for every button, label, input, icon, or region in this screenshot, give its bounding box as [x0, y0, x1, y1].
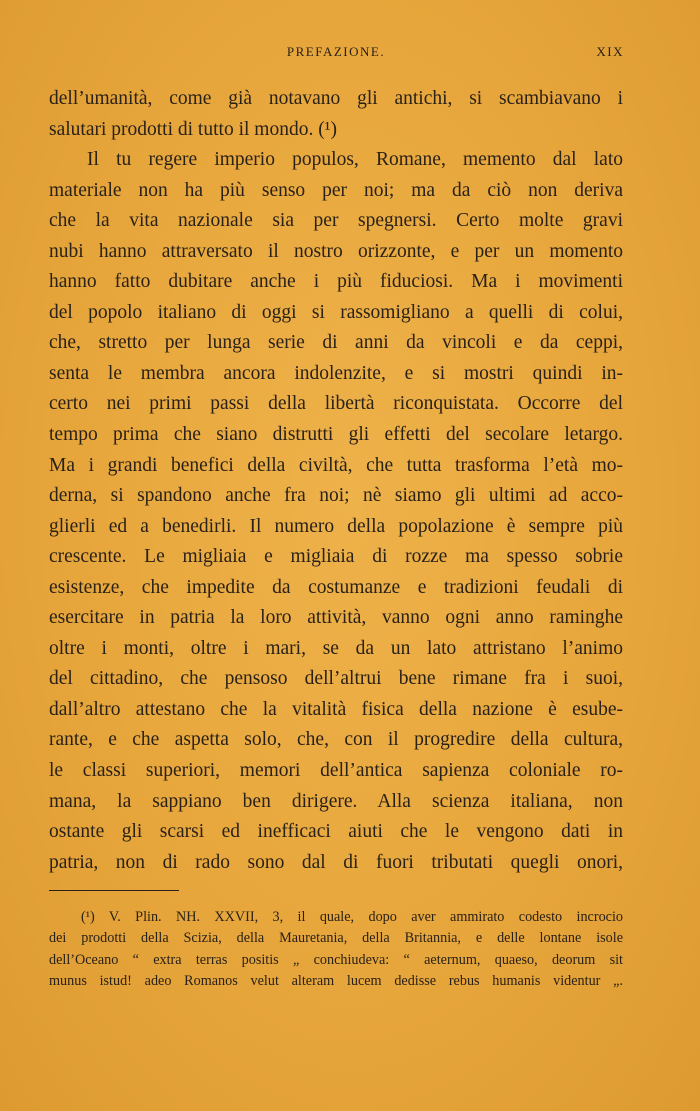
footnote-rule: [49, 890, 179, 891]
text-line: patria, non di rado sono dal di fuori tributati quegli onori,: [49, 851, 623, 873]
text-line: ostante gli scarsi ed inefficaci aiuti che le vengono dati in: [49, 821, 623, 843]
text-line: esercitare in patria la loro attività, vanno ogni anno raminghe: [49, 607, 623, 629]
text-line: materiale non ha più senso per noi; ma da ciò non deriva: [49, 179, 623, 201]
text-line: hanno fatto dubitare anche i più fiduciosi. Ma i movimenti: [49, 271, 623, 293]
body-text: [49, 84, 623, 878]
text-line: dell’umanità, come già notavano gli antichi, si scambiavano i: [49, 88, 623, 109]
text-line: tempo prima che siano distrutti gli effetti del secolare letargo.: [49, 424, 623, 446]
running-title: PREFAZIONE.: [286, 44, 386, 59]
running-head: [48, 44, 624, 64]
text-line: senta le membra ancora indolenzite, e si mostri quindi in-: [49, 362, 623, 384]
text-line: glierli ed a benedirli. Il numero della popolazione è sempre più: [49, 515, 623, 537]
text-line: le classi superiori, memori dell’antica sapienza coloniale ro-: [49, 760, 623, 782]
text-line: esistenze, che impedite da costumanze e tradizioni feudali di: [49, 576, 623, 598]
text-line: del cittadino, che pensoso dell’altrui bene rimane fra i suoi,: [49, 668, 623, 690]
text-line: del popolo italiano di oggi si rassomigliano a quelli di colui,: [49, 301, 623, 323]
text-line: Il tu regere imperio populos, Romane, memento dal lato: [87, 149, 623, 171]
text-line: salutari prodotti di tutto il mondo. (¹): [49, 118, 338, 140]
text-line: dall’altro attestano che la vitalità fisica della nazione è esube-: [49, 698, 623, 720]
text-line: crescente. Le migliaia e migliaia di rozze ma spesso sobrie: [49, 546, 623, 568]
footnote-line: (¹) V. Plin. NH. XXVII, 3, il quale, dopo aver ammirato codesto incrocio: [81, 909, 623, 925]
footnote-line: dei prodotti della Scizia, della Mauretania, della Britannia, e delle lontane isole: [49, 930, 623, 947]
text-line: Ma i grandi benefici della civiltà, che tutta trasforma l’età mo-: [49, 454, 623, 476]
text-line: mana, la sappiano ben dirigere. Alla scienza italiana, non: [49, 790, 623, 812]
text-line: che, stretto per lunga serie di anni da vincoli e da ceppi,: [49, 332, 623, 354]
text-line: nubi hanno attraversato il nostro orizzonte, e per un momento: [49, 240, 623, 262]
text-line: oltre i monti, oltre i mari, se da un lato attristano l’animo: [49, 637, 623, 659]
footnote-line: munus istud! adeo Romanos velut alteram lucem dedisse rebus humanis videntur „.: [49, 972, 623, 989]
text-line: certo nei primi passi della libertà riconquistata. Occorre del: [49, 393, 623, 415]
footnote-line: dell’Oceano “ extra terras positis „ conchiudeva: “ aeternum, quaeso, deorum sit: [49, 951, 623, 968]
page-number: XIX: [596, 44, 624, 59]
footnotes: [49, 907, 623, 992]
text-line: derna, si spandono anche fra noi; nè siamo gli ultimi ad acco-: [49, 485, 623, 507]
text-line: che la vita nazionale sia per spegnersi. Certo molte gravi: [49, 210, 623, 232]
text-line: rante, e che aspetta solo, che, con il progredire della cultura,: [49, 729, 623, 751]
